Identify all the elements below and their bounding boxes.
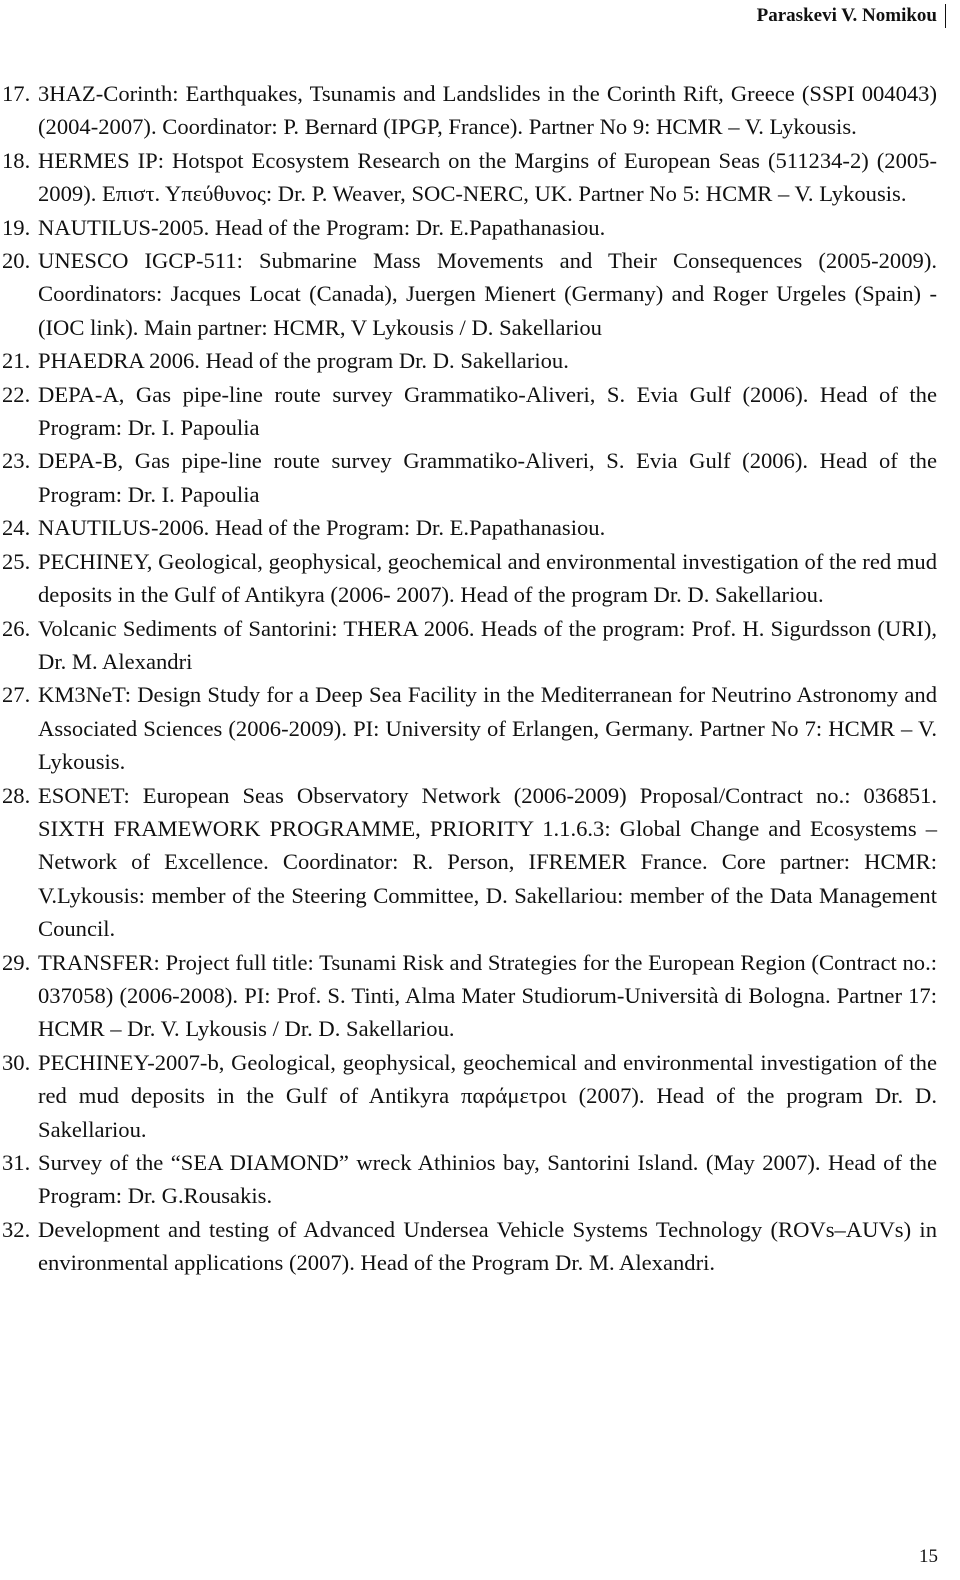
- item-number: 25.: [2, 548, 31, 574]
- item-number: 20.: [2, 248, 31, 274]
- item-text: DEPA-B, Gas pipe-line route survey Grammatiko-Aliveri, S. Evia Gulf (2006). Head of the Program: Dr. I. Papoulia: [38, 448, 937, 507]
- item-text: PECHINEY-2007-b, Geological, geophysical, geochemical and environmental investigation of the red mud deposits in the Gulf of Antikyra παράμετροι (2007). Head of the program Dr. D. Sakellariou.: [38, 1049, 937, 1142]
- item-text: Survey of the “SEA DIAMOND” wreck Athinios bay, Santorini Island. (May 2007). Head of the Program: Dr. G.Rousakis.: [38, 1150, 937, 1209]
- list-item: [0, 545, 960, 612]
- item-text: PHAEDRA 2006. Head of the program Dr. D. Sakellariou.: [38, 348, 569, 374]
- page-number: 15: [919, 1546, 938, 1567]
- list-item: [0, 678, 960, 778]
- item-number: 29.: [2, 949, 31, 975]
- item-text: KM3NeT: Design Study for a Deep Sea Facility in the Mediterranean for Neutrino Astronomy and Associated Sciences (2006-2009). PI: University of Erlangen, Germany. Partner No 7: HCMR – V. Lykousis.: [38, 682, 937, 775]
- item-text: 3HAZ-Corinth: Earthquakes, Tsunamis and Landslides in the Corinth Rift, Greece (SSPI 004043) (2004-2007). Coordinator: P. Bernard (IPGP, France). Partner No 9: HCMR – V. Lykousis.: [38, 81, 937, 140]
- list-item: [0, 1213, 960, 1280]
- item-number: 30.: [2, 1049, 31, 1075]
- item-number: 17.: [2, 81, 31, 106]
- item-number: 21.: [2, 348, 31, 374]
- item-number: 23.: [2, 448, 31, 474]
- list-item: [0, 344, 960, 377]
- list-item: [0, 244, 960, 344]
- item-number: 26.: [2, 615, 31, 641]
- list-item: [0, 378, 960, 445]
- list-item: [0, 444, 960, 511]
- item-text: Development and testing of Advanced Undersea Vehicle Systems Technology (ROVs–AUVs) in environmental applications (2007). Head of the Program Dr. M. Alexandri.: [38, 1216, 937, 1276]
- item-text: TRANSFER: Project full title: Tsunami Risk and Strategies for the European Region (Contract no.: 037058) (2006-2008). PI: Prof. S. Tinti, Alma Mater Studiorum-Università di Bologna. Partner 17: HCMR – Dr. V. Lykousis / Dr. D. Sakellariou.: [38, 949, 937, 1042]
- list-item: [0, 946, 960, 1046]
- list-item: [0, 779, 960, 946]
- item-number: 27.: [2, 682, 31, 708]
- item-number: 19.: [2, 214, 31, 240]
- item-number: 18.: [2, 147, 31, 173]
- item-number: 32.: [2, 1216, 31, 1242]
- project-list: [0, 77, 960, 1280]
- list-item: [0, 144, 960, 211]
- item-number: 24.: [2, 515, 31, 541]
- item-text: Volcanic Sediments of Santorini: THERA 2006. Heads of the program: Prof. H. Sigurdsson (URI), Dr. M. Alexandri: [38, 615, 937, 674]
- item-number: 28.: [2, 782, 31, 808]
- item-number: 22.: [2, 381, 31, 407]
- list-item: [0, 77, 960, 144]
- item-text: DEPA-A, Gas pipe-line route survey Grammatiko-Aliveri, S. Evia Gulf (2006). Head of the Program: Dr. I. Papoulia: [38, 381, 937, 441]
- item-text: HERMES IP: Hotspot Ecosystem Research on the Margins of European Seas (511234-2) (2005-2009). Επιστ. Υπεύθυνος: Dr. P. Weaver, SOC-NERC, UK. Partner No 5: HCMR – V. Lykousis.: [38, 147, 937, 207]
- item-text: NAUTILUS-2006. Head of the Program: Dr. E.Papathanasiou.: [38, 515, 606, 541]
- running-header-author: Paraskevi V. Nomikou: [757, 4, 946, 28]
- list-item: [0, 511, 960, 544]
- item-number: 31.: [2, 1150, 31, 1175]
- list-item: [0, 1046, 960, 1146]
- item-text: NAUTILUS-2005. Head of the Program: Dr. E.Papathanasiou.: [38, 214, 606, 240]
- item-text: ESONET: European Seas Observatory Network (2006-2009) Proposal/Contract no.: 036851. SIXTH FRAMEWORK PROGRAMME, PRIORITY 1.1.6.3: Global Change and Ecosystems – Network of Excellence. Coordinator: R. Person, IFREMER France. Core partner: HCMR: V.Lykousis: member of the Steering Committee, D. Sakellariou: member of the Data Management Council.: [38, 782, 937, 942]
- list-item: [0, 211, 960, 244]
- list-item: [0, 612, 960, 679]
- item-text: PECHINEY, Geological, geophysical, geochemical and environmental investigation of the red mud deposits in the Gulf of Antikyra (2006- 2007). Head of the program Dr. D. Sakellariou.: [38, 548, 937, 608]
- list-item: [0, 1146, 960, 1213]
- item-text: UNESCO IGCP-511: Submarine Mass Movements and Their Consequences (2005-2009). Coordinators: Jacques Locat (Canada), Juergen Mienert (Germany) and Roger Urgeles (Spain) - (IOC link). Main partner: HCMR, V Lykousis / D. Sakellariou: [38, 248, 937, 340]
